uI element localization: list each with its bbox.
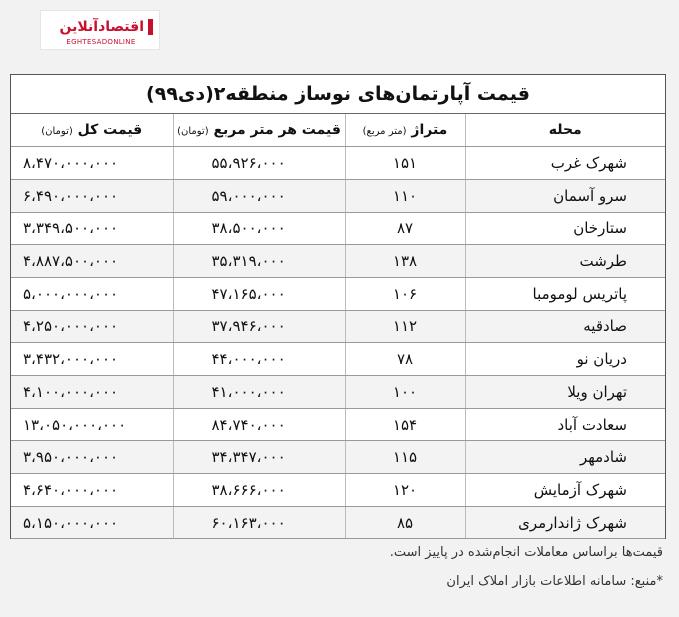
cell-area-size: ۸۷ <box>345 212 465 245</box>
cell-total-price: ۵،۱۵۰،۰۰۰،۰۰۰ <box>11 506 173 539</box>
cell-area-name: شهرک غرب <box>465 147 665 180</box>
header-area-name-label: محله <box>548 122 582 139</box>
cell-area-name: ستارخان <box>465 212 665 245</box>
header-area-size <box>345 114 465 147</box>
cell-price-per-meter: ۳۸،۶۶۶،۰۰۰ <box>173 474 345 507</box>
cell-area-name: صادقیه <box>465 310 665 343</box>
cell-total-price: ۴،۸۸۷،۵۰۰،۰۰۰ <box>11 245 173 278</box>
cell-area-name: شهرک آزمایش <box>465 474 665 507</box>
cell-price-per-meter: ۳۵،۳۱۹،۰۰۰ <box>173 245 345 278</box>
cell-total-price: ۳،۳۴۹،۵۰۰،۰۰۰ <box>11 212 173 245</box>
header-total-price-label: قیمت کل <box>77 122 143 139</box>
cell-total-price: ۸،۴۷۰،۰۰۰،۰۰۰ <box>11 147 173 180</box>
table-row <box>11 408 665 441</box>
cell-total-price: ۴،۱۰۰،۰۰۰،۰۰۰ <box>11 376 173 409</box>
cell-area-name: دریان نو <box>465 343 665 376</box>
cell-area-name: شهرک ژاندارمری <box>465 506 665 539</box>
cell-area-size: ۱۵۱ <box>345 147 465 180</box>
cell-price-per-meter: ۳۸،۵۰۰،۰۰۰ <box>173 212 345 245</box>
cell-total-price: ۳،۴۳۲،۰۰۰،۰۰۰ <box>11 343 173 376</box>
table-row <box>11 441 665 474</box>
cell-area-size: ۸۵ <box>345 506 465 539</box>
header-total-price-unit: (تومان) <box>41 126 73 138</box>
cell-price-per-meter: ۴۷،۱۶۵،۰۰۰ <box>173 277 345 310</box>
price-table-frame <box>10 74 666 539</box>
cell-total-price: ۴،۲۵۰،۰۰۰،۰۰۰ <box>11 310 173 343</box>
cell-area-size: ۷۸ <box>345 343 465 376</box>
table-row <box>11 212 665 245</box>
cell-area-size: ۱۳۸ <box>345 245 465 278</box>
logo-bar-icon <box>148 19 153 35</box>
table-row <box>11 179 665 212</box>
price-table <box>11 114 665 539</box>
table-row <box>11 474 665 507</box>
logo <box>40 10 160 50</box>
table-row <box>11 506 665 539</box>
cell-price-per-meter: ۶۰،۱۶۳،۰۰۰ <box>173 506 345 539</box>
cell-area-size: ۱۱۰ <box>345 179 465 212</box>
table-row <box>11 310 665 343</box>
cell-price-per-meter: ۳۴،۳۴۷،۰۰۰ <box>173 441 345 474</box>
cell-total-price: ۵،۰۰۰،۰۰۰،۰۰۰ <box>11 277 173 310</box>
cell-price-per-meter: ۵۵،۹۲۶،۰۰۰ <box>173 147 345 180</box>
cell-area-size: ۱۰۶ <box>345 277 465 310</box>
header-area-size-label: متراژ <box>411 122 448 139</box>
logo-text: اقتصادآنلاین <box>59 19 144 35</box>
cell-area-size: ۱۰۰ <box>345 376 465 409</box>
cell-area-name: پاتریس لومومبا <box>465 277 665 310</box>
cell-total-price: ۱۳،۰۵۰،۰۰۰،۰۰۰ <box>11 408 173 441</box>
table-row <box>11 343 665 376</box>
cell-price-per-meter: ۵۹،۰۰۰،۰۰۰ <box>173 179 345 212</box>
cell-total-price: ۳،۹۵۰،۰۰۰،۰۰۰ <box>11 441 173 474</box>
logo-mark <box>49 17 153 37</box>
cell-area-size: ۱۱۵ <box>345 441 465 474</box>
table-row <box>11 147 665 180</box>
header-area-size-unit: (متر مربع) <box>362 126 407 138</box>
cell-area-size: ۱۱۲ <box>345 310 465 343</box>
header-price-per-meter-label: قیمت هر متر مربع <box>213 122 341 139</box>
cell-area-name: تهران ویلا <box>465 376 665 409</box>
cell-total-price: ۶،۴۹۰،۰۰۰،۰۰۰ <box>11 179 173 212</box>
logo-subtitle: EGHTESADONLINE <box>66 38 136 46</box>
table-row <box>11 277 665 310</box>
header-area-name <box>465 114 665 147</box>
cell-total-price: ۴،۶۴۰،۰۰۰،۰۰۰ <box>11 474 173 507</box>
cell-area-size: ۱۵۴ <box>345 408 465 441</box>
cell-area-name: طرشت <box>465 245 665 278</box>
cell-area-name: سرو آسمان <box>465 179 665 212</box>
cell-price-per-meter: ۸۴،۷۴۰،۰۰۰ <box>173 408 345 441</box>
cell-area-size: ۱۲۰ <box>345 474 465 507</box>
header-price-per-meter <box>173 114 345 147</box>
cell-price-per-meter: ۴۱،۰۰۰،۰۰۰ <box>173 376 345 409</box>
table-title: قیمت آپارتمان‌های نوساز منطقه۲(دی۹۹) <box>11 75 665 114</box>
cell-price-per-meter: ۳۷،۹۴۶،۰۰۰ <box>173 310 345 343</box>
cell-area-name: سعادت آباد <box>465 408 665 441</box>
cell-area-name: شادمهر <box>465 441 665 474</box>
table-row <box>11 245 665 278</box>
header-total-price <box>11 114 173 147</box>
note-source: *منبع: سامانه اطلاعات بازار املاک ایران <box>446 574 663 589</box>
cell-price-per-meter: ۴۴،۰۰۰،۰۰۰ <box>173 343 345 376</box>
table-header-row <box>11 114 665 147</box>
header-price-per-meter-unit: (تومان) <box>177 126 209 138</box>
table-row <box>11 376 665 409</box>
note-season: قیمت‌ها براساس معاملات انجام‌شده در پاییز است. <box>389 545 663 560</box>
